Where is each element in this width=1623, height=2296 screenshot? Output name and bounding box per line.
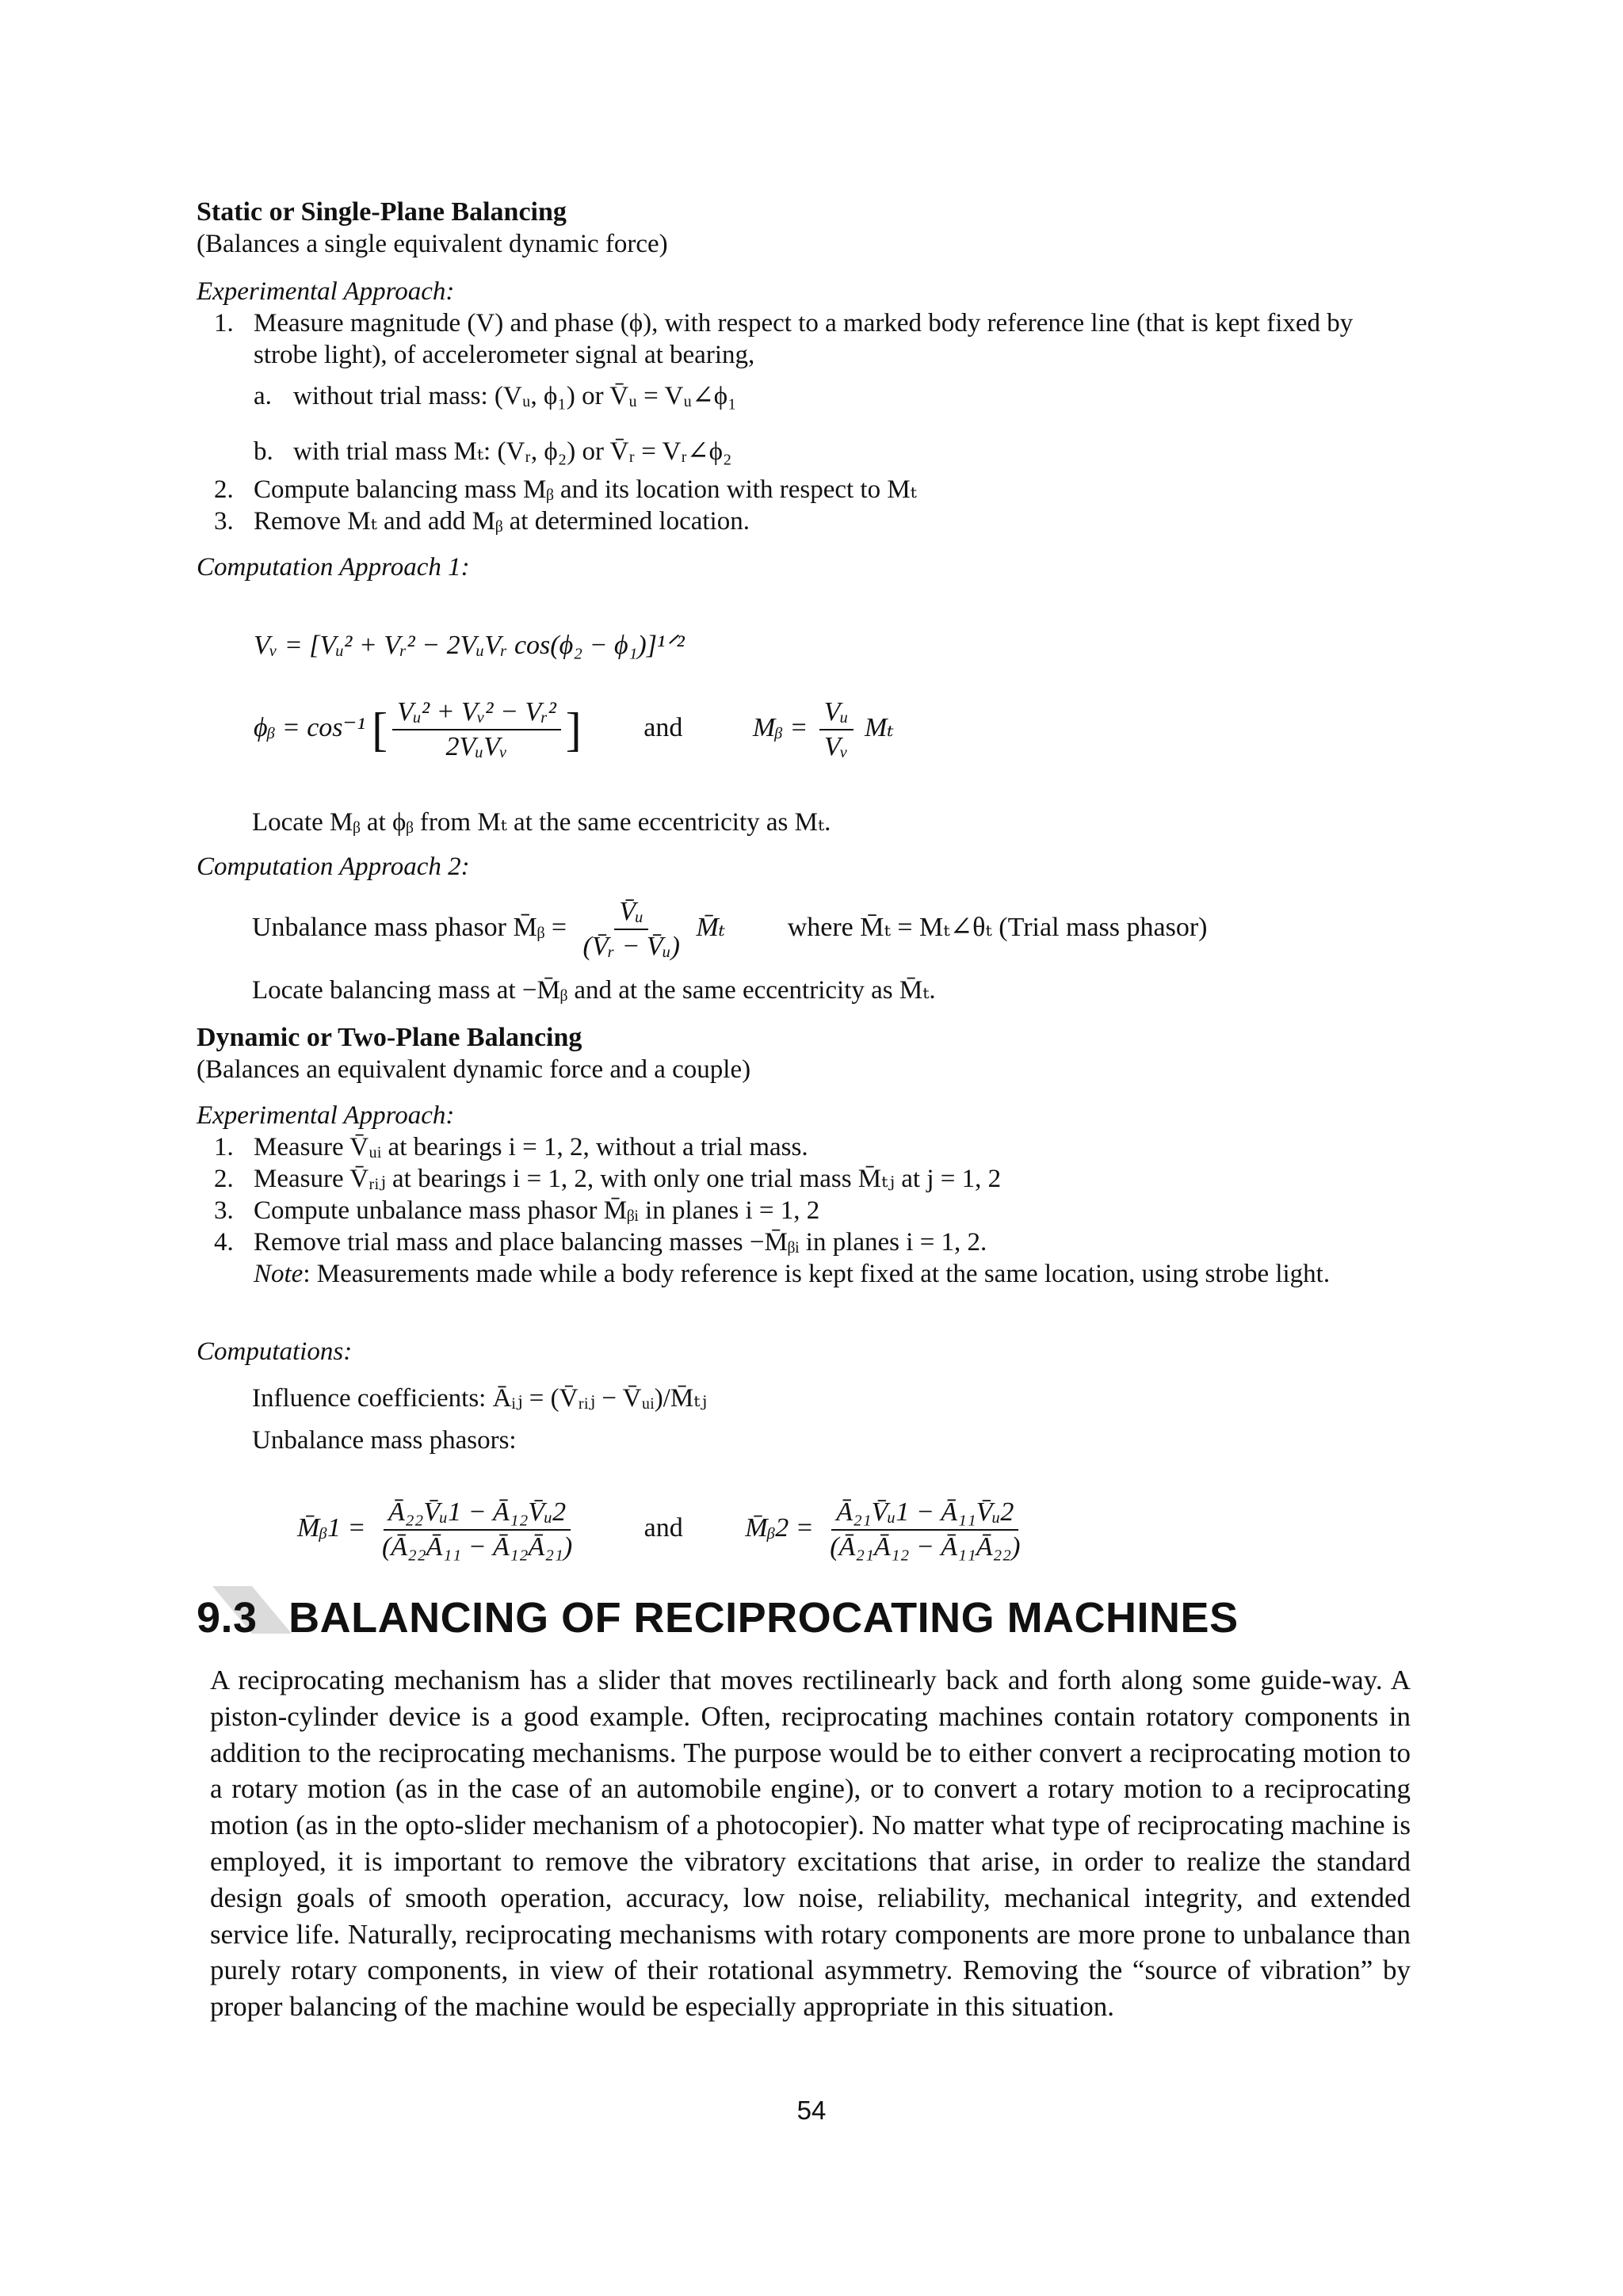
- dynamic-step-2: 2. Measure V̄ᵣᵢⱼ at bearings i = 1, 2, with only one trial mass M̄ₜⱼ at j = 1, 2: [214, 1165, 1002, 1193]
- computation-approach-2-label: Computation Approach 2:: [197, 852, 470, 881]
- dynamic-step-4: 4. Remove trial mass and place balancing masses −M̄ᵦᵢ in planes i = 1, 2.: [214, 1228, 987, 1257]
- static-balancing-subtitle: (Balances a single equivalent dynamic force): [197, 230, 668, 258]
- static-step-b: b. with trial mass Mₜ: (Vᵣ, ϕ₂) or V̄ᵣ = Vᵣ∠ϕ₂: [254, 437, 732, 466]
- section-number: 9.3: [197, 1594, 258, 1642]
- equation-unbalance-mass-phasors: M̄ᵦ1 = $\frac{\text{Ā₂₂V̄ᵤ1 − Ā₁₂V̄ᵤ2}}{\text{(Ā₂₂Ā₁₁ − Ā₁₂Ā₂₁)}}$ and M̄ᵦ2 = $\frac{\text{Ā₂₁V̄ᵤ1 − Ā₁₁V̄ᵤ2}}{\text{(Ā₂₁Ā₁₂ − Ā₁₁Ā₂₂)}}$: [297, 1497, 1021, 1562]
- computation-approach-1-label: Computation Approach 1:: [197, 553, 470, 582]
- equation-unbalance-phasor: Unbalance mass phasor M̄ᵦ = $\frac{\text{V̄ᵤ}}{\text{(V̄ᵣ − V̄ᵤ)}}$ M̄ₜ where M̄ₜ = Mₜ∠θₜ (Trial mass phasor): [252, 897, 1208, 961]
- dynamic-note: Note: Measurements made while a body reference is kept fixed at the same location, using strobe light.: [254, 1260, 1331, 1288]
- static-step-a: a. without trial mass: (Vᵤ, ϕ₁) or V̄ᵤ = Vᵤ∠ϕ₁: [254, 382, 737, 410]
- equation-phase-and-mass: ϕᵦ = cos⁻¹ [ $\frac{\text{Vᵤ² + Vᵥ² − Vᵣ²}}{\text{2VᵤVᵥ}}$ ] and Mᵦ = $\frac{\text{Vᵤ}}{\text{Vᵥ}}$ Mₜ: [254, 697, 894, 761]
- section-paragraph: A reciprocating mechanism has a slider that moves rectilinearly back and forth along some guide-way. A piston-cylinder device is a good example. Often, reciprocating machines contain rotatory components in addition to the reciprocating mechanisms. The purpose would be to either convert a reciprocating motion to a rotary motion (as in the case of an automobile engine), or to convert a rotary motion to a reciprocating motion (as in the opto-slider mechanism of a photocopier). No matter what type of reciprocating machine is employed, it is important to remove the vibratory excitations that arise, in order to realize the standard design goals of smooth operation, accuracy, low noise, reliability, mechanical integrity, and extended service life. Naturally, reciprocating mechanisms with rotary components are more prone to unbalance than purely rotary components, in view of their rotational asymmetry. Removing the “source of vibration” by proper balancing of the machine would be especially appropriate in this situation.: [210, 1665, 1411, 2023]
- static-experimental-label: Experimental Approach:: [197, 277, 455, 306]
- unbalance-mass-phasors-label: Unbalance mass phasors:: [252, 1426, 517, 1455]
- page-number: 54: [796, 2096, 827, 2125]
- static-step-2: 2. Compute balancing mass Mᵦ and its location with respect to Mₜ: [214, 475, 917, 504]
- dynamic-step-1: 1. Measure V̄ᵤᵢ at bearings i = 1, 2, without a trial mass.: [214, 1133, 808, 1161]
- dynamic-experimental-label: Experimental Approach:: [197, 1101, 455, 1130]
- influence-coefficients: Influence coefficients: Āᵢⱼ = (V̄ᵣᵢⱼ − V̄ᵤᵢ)/M̄ₜⱼ: [252, 1384, 708, 1413]
- static-balancing-title: Static or Single-Plane Balancing: [197, 197, 567, 227]
- section-title: BALANCING OF RECIPROCATING MACHINES: [288, 1594, 1239, 1642]
- dynamic-balancing-title: Dynamic or Two-Plane Balancing: [197, 1023, 582, 1052]
- static-step-3: 3. Remove Mₜ and add Mᵦ at determined location.: [214, 507, 750, 536]
- locate-balancing-mass-2: Locate balancing mass at −M̄ᵦ and at the same eccentricity as M̄ₜ.: [252, 976, 936, 1005]
- dynamic-balancing-subtitle: (Balances an equivalent dynamic force and a couple): [197, 1055, 751, 1084]
- equation-vw: Vᵥ = [Vᵤ² + Vᵣ² − 2VᵤVᵣ cos(ϕ₂ − ϕ₁)]¹ᐟ²: [254, 631, 685, 660]
- section-heading: [197, 1592, 1239, 1643]
- computations-label: Computations:: [197, 1337, 353, 1366]
- static-step-1: 1. Measure magnitude (V) and phase (ϕ), with respect to a marked body reference line (that is kept fixed by strobe light), of accelerometer signal at bearing,: [214, 309, 1354, 369]
- dynamic-step-3: 3. Compute unbalance mass phasor M̄ᵦᵢ in planes i = 1, 2: [214, 1196, 820, 1225]
- locate-balancing-mass-1: Locate Mᵦ at ϕᵦ from Mₜ at the same eccentricity as Mₜ.: [252, 808, 831, 837]
